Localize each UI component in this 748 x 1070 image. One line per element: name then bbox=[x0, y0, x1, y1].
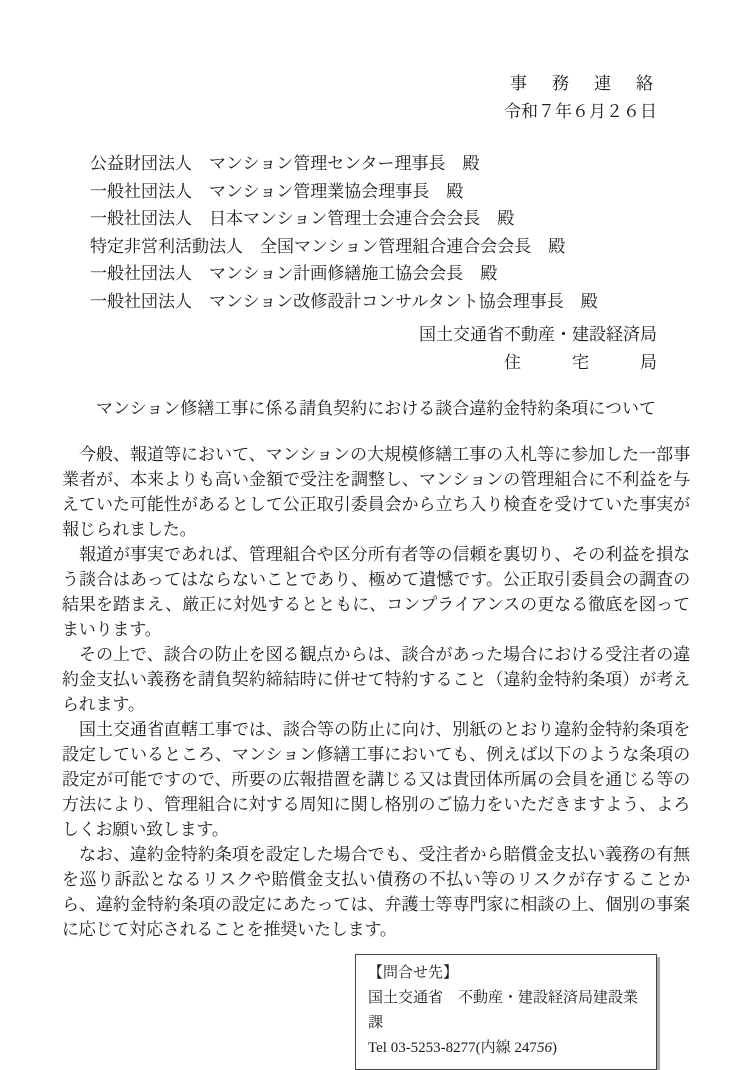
body-paragraph: 国土交通省直轄工事では、談合等の防止に向け、別紙のとおり違約金特約条項を設定しているところ、マンション修繕工事においても、例えば以下のような条項の設定が可能ですので、所要の広報措置を講じる又は貴団体所属の会員を通じる等の方法により、管理組合に対する周知に関し格別のご協力をいただきますよう、よろしくお願い致します。 bbox=[62, 720, 690, 839]
sender-bureau-line: 国土交通省不動産・建設経済局 bbox=[419, 325, 657, 344]
recipient-line: 公益財団法人 マンション管理センター理事長 殿 bbox=[90, 154, 480, 173]
doc-header bbox=[62, 70, 690, 126]
contact-tel-line bbox=[368, 1036, 644, 1061]
contact-office: 国土交通省 不動産・建設経済局建設業課 bbox=[368, 990, 639, 1031]
contact-tel-close-paren: ) bbox=[551, 1040, 557, 1056]
doc-type-label: 事 務 連 絡 bbox=[510, 74, 657, 93]
body-paragraph: なお、違約金特約条項を設定した場合でも、受注者から賠償金支払い義務の有無を巡り訴訟となるリスクや賠償金支払い債務の不払い等のリスクが存することから、違約金特約条項の設定にあたっては、弁護士等専門家に相談の上、個別の事案に応じて対応されることを推奨いたします。 bbox=[62, 845, 690, 939]
doc-body bbox=[62, 442, 690, 942]
recipient-line: 一般社団法人 日本マンション管理士会連合会会長 殿 bbox=[90, 209, 515, 228]
body-paragraph: 今般、報道等において、マンションの大規模修繕工事の入札等に参加した一部事業者が、本来よりも高い金額で受注を調整し、マンションの管理組合に不利益を与えていた可能性があるとして公正取引委員会から立ち入り検査を受けていた事実が報じられました。 bbox=[62, 445, 690, 539]
recipient-list bbox=[62, 150, 690, 315]
recipient-line: 一般社団法人 マンション改修設計コンサルタント協会理事長 殿 bbox=[90, 291, 598, 311]
doc-date: 令和７年６月２６日 bbox=[504, 102, 657, 121]
body-paragraph: その上で、談合の防止を図る観点からは、談合があった場合における受注者の違約金支払い義務を請負契約締結時に併せて特約すること（違約金特約条項）が考えられます。 bbox=[62, 645, 690, 714]
recipient-line: 一般社団法人 マンション計画修繕施工協会会長 殿 bbox=[90, 264, 498, 283]
recipient-line: 一般社団法人 マンション管理業協会理事長 殿 bbox=[90, 181, 464, 201]
sender-housing-bureau-line: 住 宅 局 bbox=[504, 353, 657, 372]
recipient-line: 特定非営利活動法人 全国マンション管理組合連合会会長 殿 bbox=[90, 236, 566, 256]
contact-tel-extension-italic: 56 bbox=[536, 1040, 552, 1056]
contact-heading: 【問合せ先】 bbox=[368, 965, 459, 981]
sender-block bbox=[62, 321, 690, 377]
body-paragraph: 報道が事実であれば、管理組合や区分所有者等の信頼を裏切り、その利益を損なう談合はあってはならないことであり、極めて遺憾です。公正取引委員会の調査の結果を踏まえ、厳正に対処するとともに、コンプライアンスの更なる徹底を図ってまいります。 bbox=[62, 545, 690, 639]
contact-box bbox=[355, 954, 657, 1070]
contact-tel-main: Tel 03-5253-8277(内線 247 bbox=[368, 1040, 537, 1056]
doc-title: マンション修繕工事に係る請負契約における談合違約金特約条項について bbox=[96, 399, 656, 418]
